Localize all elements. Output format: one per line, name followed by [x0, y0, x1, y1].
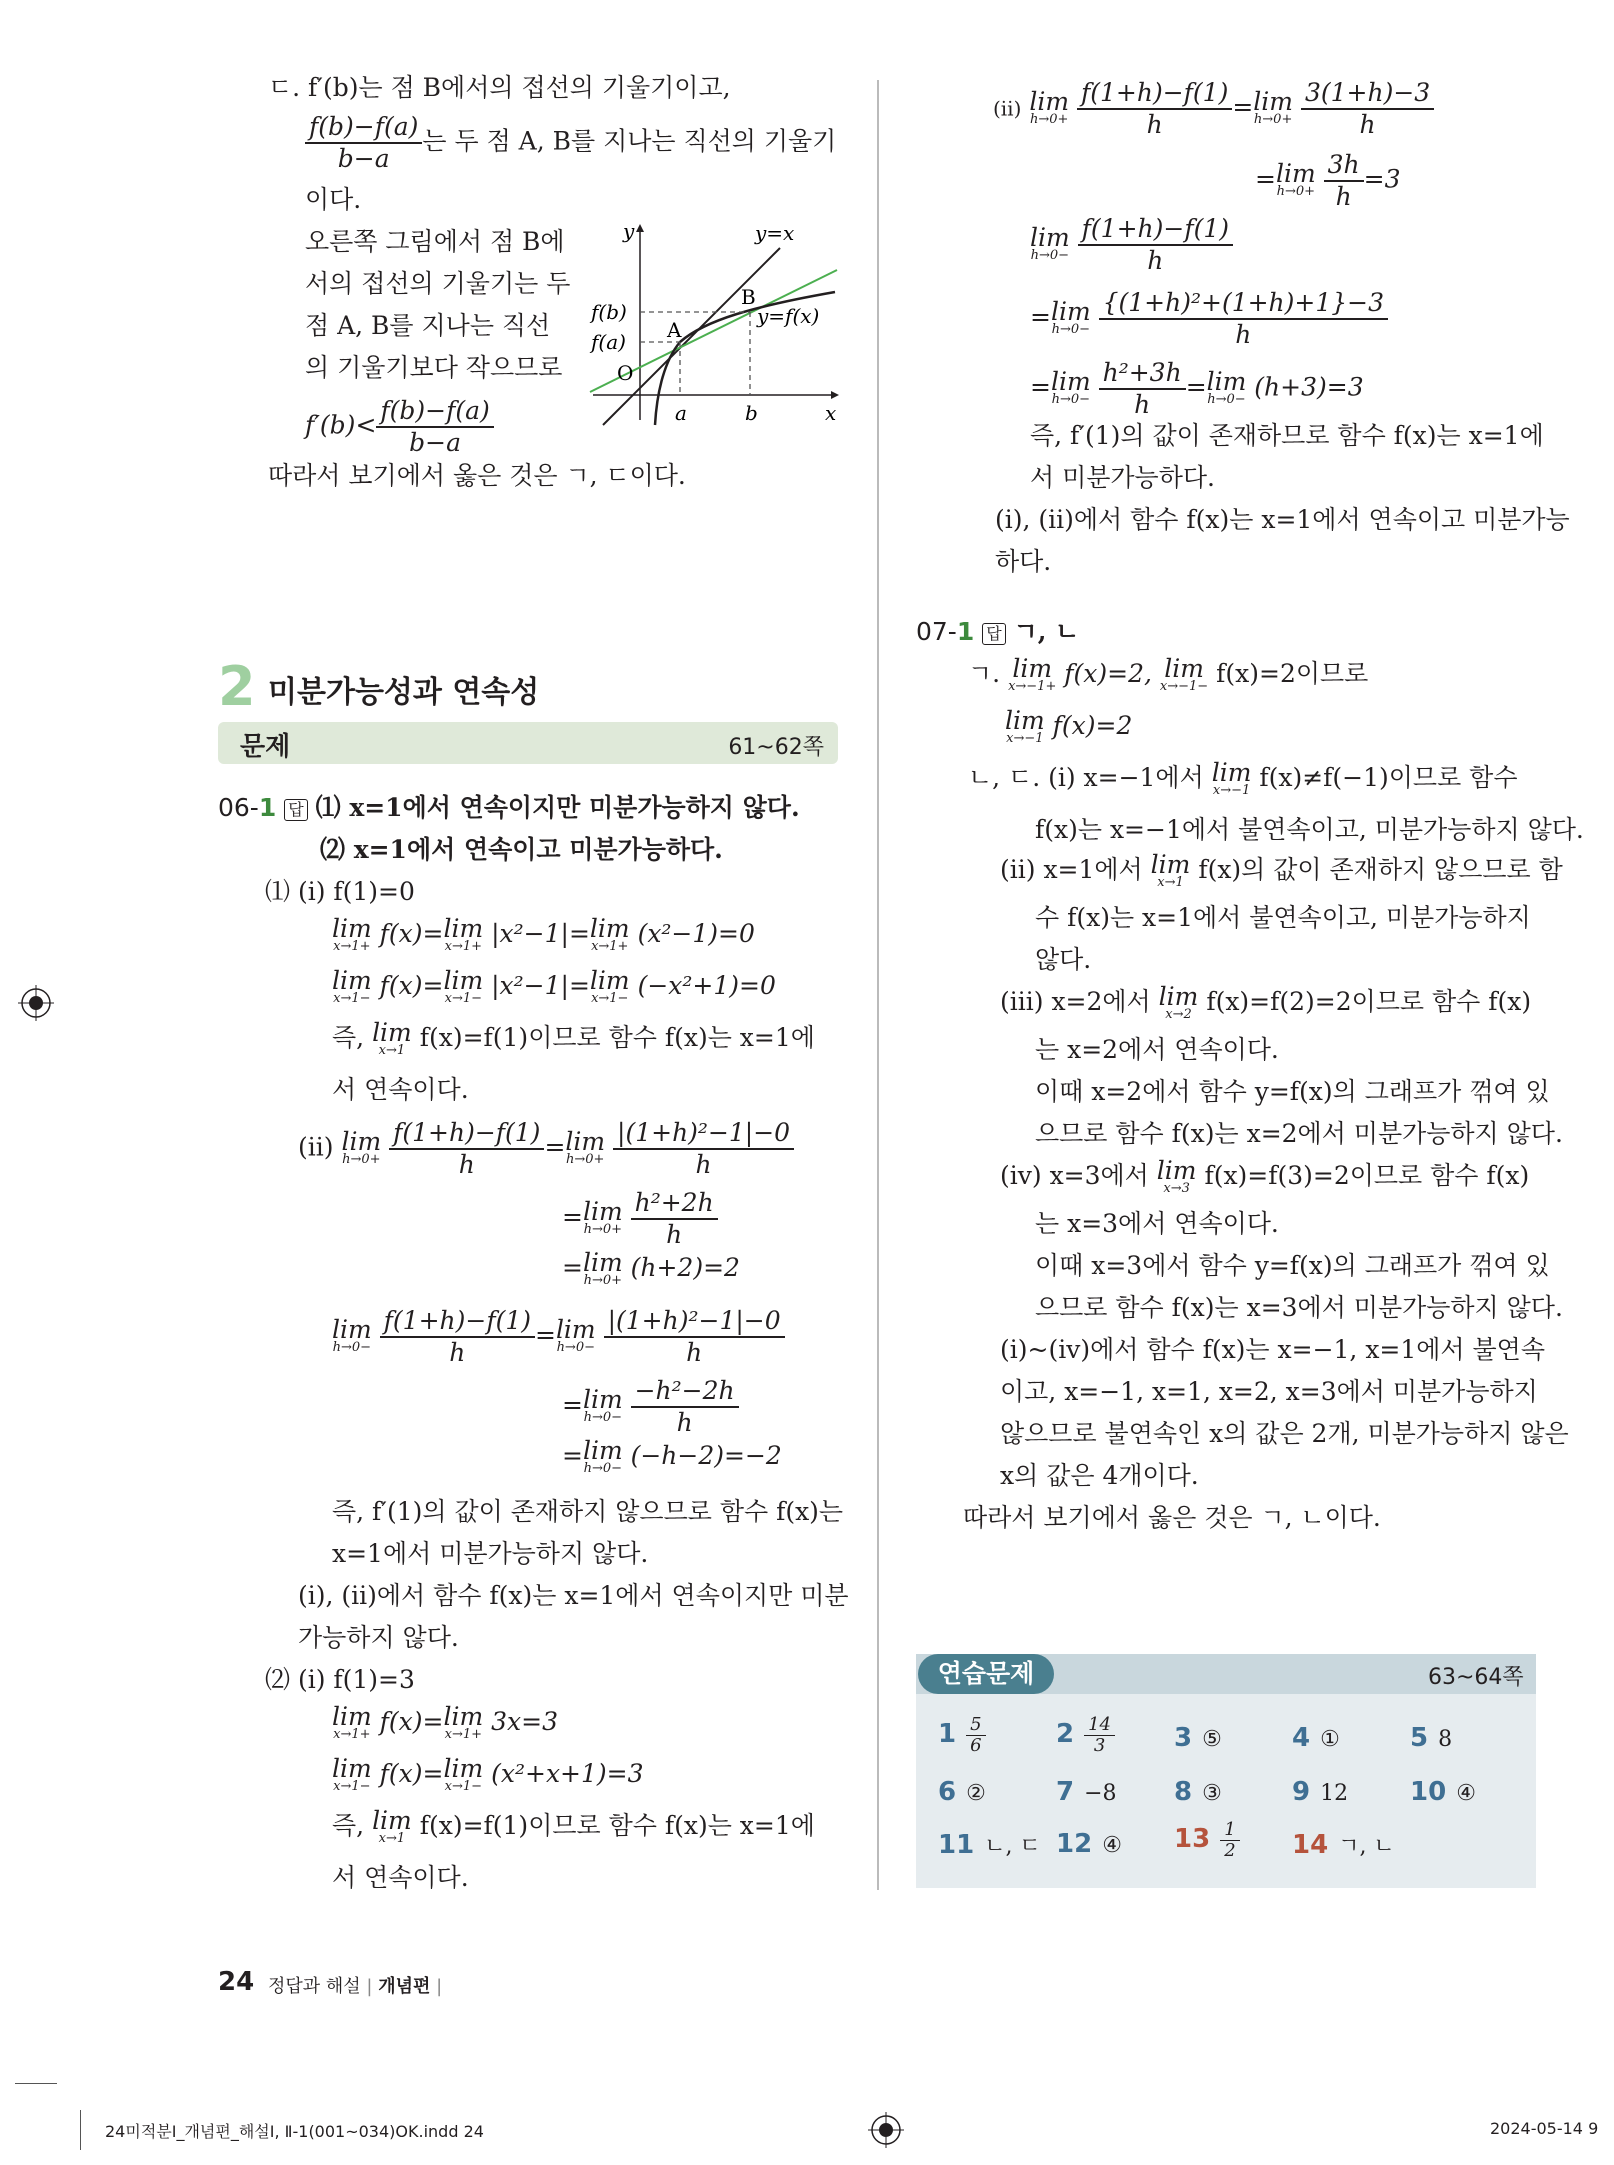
print-date: 2024-05-14 9	[1490, 2119, 1599, 2138]
frac-slope	[305, 112, 422, 174]
conclusion-3: (ⅰ), (ⅱ)에서 함수 f(x)는 x=1에서 연속이지만 미분	[298, 1581, 849, 1610]
practice-item-10: 10 ④	[1410, 1777, 1476, 1807]
problem-number: 06-1	[218, 793, 277, 822]
p07-l2: lim x→−1 f(x)=2	[1005, 705, 1133, 746]
crop-mark-left	[15, 2083, 57, 2084]
p07-l19: x의 값은 4개이다.	[1000, 1461, 1199, 1490]
p07-l3: ㄴ, ㄷ. (ⅰ) x=−1에서 lim x→−1 f(x)≠f(−1)이므로 함수	[968, 757, 1518, 798]
line-d7: 의 기울기보다 작으므로	[305, 353, 563, 382]
p07-l9: 는 x=2에서 연속이다.	[1035, 1035, 1279, 1064]
p07-l16: (ⅰ)~(ⅳ)에서 함수 f(x)는 x=−1, x=1에서 불연속	[1000, 1335, 1545, 1364]
practice-item-11: 11 ㄴ, ㄷ	[938, 1830, 1041, 1860]
p07-l5: (ⅱ) x=1에서 lim x→1 f(x)의 값이 존재하지 않으므로 함	[1000, 849, 1563, 890]
eq-r4: 서 연속이다.	[332, 1075, 469, 1104]
line-d-concl: 따라서 보기에서 옳은 것은 ㄱ, ㄷ이다.	[268, 461, 686, 490]
practice-item-6: 6 ②	[938, 1777, 986, 1807]
eq-q4: 서 연속이다.	[332, 1863, 469, 1892]
p07-l7: 않다.	[1035, 945, 1092, 974]
practice-item-13: 13 $\frac{1}{2}$	[1174, 1820, 1240, 1861]
section-title: 미분가능성과 연속성	[268, 675, 540, 710]
practice-item-14: 14 ㄱ, ㄴ	[1292, 1830, 1395, 1860]
practice-title: 연습문제	[918, 1654, 1054, 1694]
line-d2-tail: 는 두 점 A, B를 지나는 직선의 기울기	[422, 126, 837, 156]
eq-ii-6: = lim h→0− (−h−2)=−2	[562, 1435, 782, 1476]
label-B: B	[741, 285, 756, 309]
line-d6: 점 A, B를 지나는 직선	[305, 311, 551, 340]
p07-l15: 으므로 함수 f(x)는 x=3에서 미분가능하지 않다.	[1035, 1293, 1563, 1322]
p07-l6: 수 f(x)는 x=1에서 불연속이고, 미분가능하지	[1035, 903, 1531, 932]
inequality	[305, 396, 494, 458]
registration-mark-bottom-icon	[868, 2112, 904, 2148]
r-eq-2: = lim h→0+ $\frac{3h}{h}$ =3	[1255, 150, 1401, 211]
r-eq-1: (ⅱ) lim h→0+ $\frac{f(1+h)-f(1)}{h}$ = lim h→0+ $\frac{3(1+h)-3}{h}$	[993, 78, 1434, 140]
label-x: x	[825, 401, 837, 425]
line-y-eq-x	[603, 248, 780, 425]
r-concl-4: 하다.	[995, 547, 1052, 576]
label-a: a	[675, 401, 687, 425]
r-eq-4: = lim h→0− $\frac{\text{\{(1+h)²+(1+h)+1\}−3}}{h}$	[1030, 288, 1388, 350]
practice-item-1: 1 $\frac{5}{6}$	[938, 1715, 986, 1756]
label-y: y	[623, 220, 635, 243]
conclusion-4: 가능하지 않다.	[298, 1623, 459, 1652]
problem-06-1	[218, 790, 800, 826]
eq-ii-3: = lim h→0+ (h+2)=2	[562, 1247, 740, 1288]
practice-item-2: 2 $\frac{14}{3}$	[1056, 1715, 1115, 1756]
page-number: 24	[218, 1967, 255, 1997]
problem-07-1	[916, 614, 1079, 650]
practice-item-7: 7 −8	[1056, 1777, 1117, 1807]
answer-badge-07: 답	[982, 623, 1005, 645]
practice-item-12: 12 ④	[1056, 1829, 1122, 1859]
step-2i: ⑵ (ⅰ) f(1)=3	[265, 1665, 415, 1694]
column-divider	[877, 80, 879, 1890]
line-d5: 서의 접선의 기울기는 두	[305, 269, 571, 298]
crop-mark-bottom	[80, 2110, 81, 2150]
practice-pages: 63~64쪽	[1428, 1665, 1524, 1690]
p07-l1: ㄱ. lim x→−1+ f(x)=2, lim x→−1− f(x)=2이므로	[968, 653, 1369, 694]
r-eq-5: = lim h→0− $\frac{\text{h²+3h}}{h}$ = lim h→0− (h+3)=3	[1030, 358, 1364, 419]
practice-item-3: 3 ⑤	[1174, 1723, 1222, 1753]
eq-r1: lim x→1+ f(x)= lim x→1+ |x²−1|= lim x→1+ (x²−1)=0	[332, 913, 755, 954]
footer-label: 정답과 해설 | 개념편 |	[268, 1976, 443, 1997]
r-concl-3: (ⅰ), (ⅱ)에서 함수 f(x)는 x=1에서 연속이고 미분가능	[995, 505, 1570, 534]
label-o: O	[617, 361, 634, 385]
ineq-den: b−a	[409, 428, 461, 457]
tangent-graph	[585, 220, 845, 430]
label-fb: f(b)	[591, 300, 627, 324]
frac-den: b−a	[337, 144, 390, 173]
eq-r3: 즉, lim x→1 f(x)=f(1)이므로 함수 f(x)는 x=1에	[332, 1017, 815, 1058]
line-d3: 이다.	[305, 185, 362, 214]
problem-number-07: 07-1	[916, 617, 975, 646]
step-1i: ⑴ (ⅰ) f(1)=0	[265, 877, 415, 906]
answer-badge: 답	[284, 799, 307, 821]
eq-r2: lim x→1− f(x)= lim x→1− |x²−1|= lim x→1− (−x²+1)=0	[332, 965, 776, 1006]
label-yx: y=x	[755, 221, 795, 245]
practice-item-5: 5 8	[1410, 1723, 1453, 1753]
section-number: 2	[218, 655, 256, 718]
p07-l17: 이고, x=−1, x=1, x=2, x=3에서 미분가능하지	[1000, 1377, 1538, 1406]
frac-num: f(b)−f(a)	[305, 112, 422, 144]
p07-l18: 않으므로 불연속인 x의 값은 2개, 미분가능하지 않은	[1000, 1419, 1569, 1448]
eq-ii-4: lim h→0− $\frac{f(1+h)-f(1)}{h}$ = lim h→0− $\frac{\text{|(1+h)²−1|−0}}{h}$	[332, 1306, 785, 1368]
p07-l20: 따라서 보기에서 옳은 것은 ㄱ, ㄴ이다.	[963, 1503, 1381, 1532]
p07-l11: 으므로 함수 f(x)는 x=2에서 미분가능하지 않다.	[1035, 1119, 1563, 1148]
frac-slope-line	[305, 112, 836, 174]
practice-item-8: 8 ③	[1174, 1777, 1222, 1807]
p07-l4: f(x)는 x=−1에서 불연속이고, 미분가능하지 않다.	[1035, 815, 1584, 844]
p07-l14: 이때 x=3에서 함수 y=f(x)의 그래프가 꺾여 있	[1035, 1251, 1550, 1280]
eq-q1: lim x→1+ f(x)= lim x→1+ 3x=3	[332, 1701, 558, 1742]
p07-l10: 이때 x=2에서 함수 y=f(x)의 그래프가 꺾여 있	[1035, 1077, 1550, 1106]
r-concl-1: 즉, f′(1)의 값이 존재하므로 함수 f(x)는 x=1에	[1030, 421, 1544, 450]
conclusion-1: 즉, f′(1)의 값이 존재하지 않으므로 함수 f(x)는	[332, 1497, 844, 1526]
r-concl-2: 서 미분가능하다.	[1030, 463, 1215, 492]
eq-ii-1: (ⅱ) lim h→0+ $\frac{f(1+h)-f(1)}{h}$ = lim h→0+ $\frac{\text{|(1+h)²−1|−0}}{h}$	[298, 1118, 794, 1180]
band-pages: 61~62쪽	[728, 735, 824, 760]
ineq-num: f(b)−f(a)	[376, 396, 493, 428]
r-eq-3: lim h→0− $\frac{f(1+h)-f(1)}{h}$	[1030, 214, 1233, 276]
answer-2: ⑵ x=1에서 연속이고 미분가능하다.	[320, 835, 723, 864]
ineq-lhs: f′(b)<	[305, 410, 377, 440]
registration-mark-left-icon	[18, 985, 54, 1021]
label-b: b	[745, 401, 758, 425]
label-A: A	[667, 318, 682, 342]
line-d4: 오른쪽 그림에서 점 B에	[305, 227, 565, 256]
x-arrow	[831, 391, 839, 399]
practice-item-4: 4 ①	[1292, 1723, 1340, 1753]
eq-q3: 즉, lim x→1 f(x)=f(1)이므로 함수 f(x)는 x=1에	[332, 1805, 815, 1846]
print-file-info: 24미적분Ⅰ_개념편_해설Ⅰ, Ⅱ-1(001~034)OK.indd 24	[105, 2122, 484, 2141]
eq-ii-5: = lim h→0− $\frac{\text{−h²−2h}}{h}$	[562, 1376, 739, 1438]
label-yfx: y=f(x)	[757, 304, 820, 328]
y-arrow	[636, 224, 644, 232]
p07-l12: (ⅳ) x=3에서 lim x→3 f(x)=f(3)=2이므로 함수 f(x)	[1000, 1155, 1530, 1196]
answer-1: ⑴ x=1에서 연속이지만 미분가능하지 않다.	[315, 793, 800, 822]
practice-item-9: 9 12	[1292, 1777, 1349, 1807]
p07-l8: (ⅲ) x=2에서 lim x→2 f(x)=f(2)=2이므로 함수 f(x)	[1000, 981, 1532, 1022]
conclusion-2: x=1에서 미분가능하지 않다.	[332, 1539, 649, 1568]
band-label: 문제	[240, 732, 291, 762]
line-d1: ㄷ. f′(b)는 점 B에서의 접선의 기울기이고,	[268, 73, 731, 102]
answer-07: ㄱ, ㄴ	[1013, 617, 1080, 646]
p07-l13: 는 x=3에서 연속이다.	[1035, 1209, 1279, 1238]
eq-q2: lim x→1− f(x)= lim x→1− (x²+x+1)=3	[332, 1753, 644, 1794]
label-fa: f(a)	[591, 330, 626, 354]
eq-ii-2: = lim h→0+ $\frac{\text{h²+2h}}{h}$	[562, 1188, 718, 1250]
